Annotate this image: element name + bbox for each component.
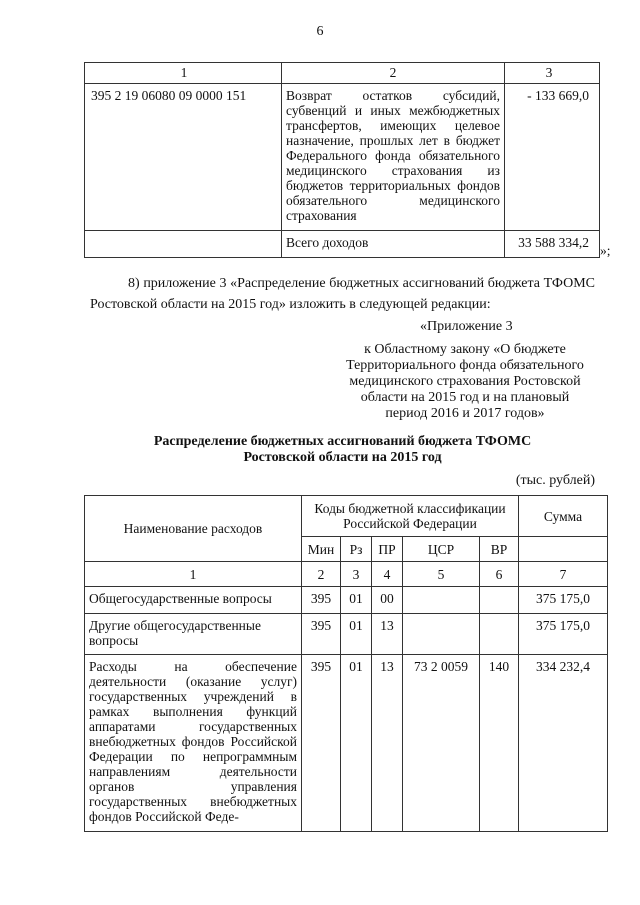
header-vr: ВР bbox=[480, 537, 519, 562]
header-pr: ПР bbox=[372, 537, 403, 562]
column-number: 7 bbox=[519, 562, 608, 587]
cell-rz: 01 bbox=[341, 614, 372, 655]
cell-min: 395 bbox=[302, 614, 341, 655]
column-number: 6 bbox=[480, 562, 519, 587]
expense-name: Общегосударственные вопросы bbox=[85, 587, 302, 614]
heading-line: Распределение бюджетных ассигнований бюджета ТФОМС bbox=[153, 434, 532, 449]
table-row bbox=[85, 231, 600, 258]
column-number: 5 bbox=[403, 562, 480, 587]
column-number: 3 bbox=[341, 562, 372, 587]
appendix-line: к Областному закону «О бюджете bbox=[364, 342, 566, 357]
table-row bbox=[85, 655, 608, 832]
income-table bbox=[84, 62, 600, 258]
column-number: 1 bbox=[85, 562, 302, 587]
header-cell: 2 bbox=[282, 63, 505, 84]
cell-min: 395 bbox=[302, 587, 341, 614]
expense-name: Расходы на обеспечение деятельности (оказание услуг) государственных учреждений в рамках выполнения функций аппаратами государственных внебюджетных фондов Российской Федерации по непрограммным направлениям деятельности органов управления государственных внебюджетных фондов Российской Феде- bbox=[85, 655, 302, 832]
cell-vr: 140 bbox=[480, 655, 519, 832]
cell-sum: 375 175,0 bbox=[519, 587, 608, 614]
cell-csr bbox=[403, 587, 480, 614]
cell-rz: 01 bbox=[341, 587, 372, 614]
column-number: 2 bbox=[302, 562, 341, 587]
table-header-row bbox=[85, 496, 608, 537]
header-cell: 3 bbox=[505, 63, 600, 84]
header-sum-empty bbox=[519, 537, 608, 562]
header-cell: 1 bbox=[85, 63, 282, 84]
expenditure-table bbox=[84, 495, 608, 832]
income-total: 33 588 334,2 bbox=[505, 231, 600, 258]
section-heading bbox=[90, 434, 595, 466]
appendix-title: «Приложение 3 bbox=[420, 319, 513, 334]
appendix-line: медицинского страхования Ростовской bbox=[349, 374, 581, 389]
column-number: 4 bbox=[372, 562, 403, 587]
budget-code bbox=[85, 231, 282, 258]
income-amount: - 133 669,0 bbox=[505, 84, 600, 231]
cell-min: 395 bbox=[302, 655, 341, 832]
income-description: Возврат остатков субсидий, субвенций и иных межбюджетных трансфертов, имеющих целевое назначение, прошлых лет в бюджет Федерального фонда обязательного медицинского страхования из бюджетов территориальных фондов обязательного медицинского страхования bbox=[282, 84, 505, 231]
heading-line: Ростовской области на 2015 год bbox=[243, 450, 442, 465]
header-codes: Коды бюджетной классификации Российской Федерации bbox=[302, 496, 519, 537]
appendix-line: области на 2015 год и на плановый bbox=[360, 390, 570, 405]
units-label: (тыс. рублей) bbox=[515, 473, 595, 488]
cell-csr: 73 2 0059 bbox=[403, 655, 480, 832]
header-rz: Рз bbox=[341, 537, 372, 562]
table-row bbox=[85, 84, 600, 231]
cell-pr: 13 bbox=[372, 655, 403, 832]
cell-sum: 334 232,4 bbox=[519, 655, 608, 832]
appendix-caption bbox=[330, 342, 600, 422]
header-sum: Сумма bbox=[519, 496, 608, 537]
header-csr: ЦСР bbox=[403, 537, 480, 562]
amendment-paragraph: 8) приложение 3 «Распределение бюджетных ассигнований бюджета ТФОМС Ростовской области на 2015 год» изложить в следующей редакции: bbox=[90, 276, 595, 312]
appendix-line: период 2016 и 2017 годов» bbox=[385, 406, 545, 421]
table-number-row bbox=[85, 562, 608, 587]
cell-pr: 00 bbox=[372, 587, 403, 614]
cell-vr bbox=[480, 587, 519, 614]
table-header-row bbox=[85, 63, 600, 84]
income-description: Всего доходов bbox=[282, 231, 505, 258]
cell-vr bbox=[480, 614, 519, 655]
table-row bbox=[85, 614, 608, 655]
expense-name: Другие общегосударственные вопросы bbox=[85, 614, 302, 655]
header-min: Мин bbox=[302, 537, 341, 562]
page-number: 6 bbox=[316, 24, 324, 39]
cell-pr: 13 bbox=[372, 614, 403, 655]
cell-sum: 375 175,0 bbox=[519, 614, 608, 655]
budget-code: 395 2 19 06080 09 0000 151 bbox=[85, 84, 282, 231]
header-name: Наименование расходов bbox=[85, 496, 302, 562]
cell-csr bbox=[403, 614, 480, 655]
appendix-line: Территориального фонда обязательного bbox=[346, 358, 584, 373]
cell-rz: 01 bbox=[341, 655, 372, 832]
closing-quote: »; bbox=[600, 243, 611, 258]
table-row bbox=[85, 587, 608, 614]
